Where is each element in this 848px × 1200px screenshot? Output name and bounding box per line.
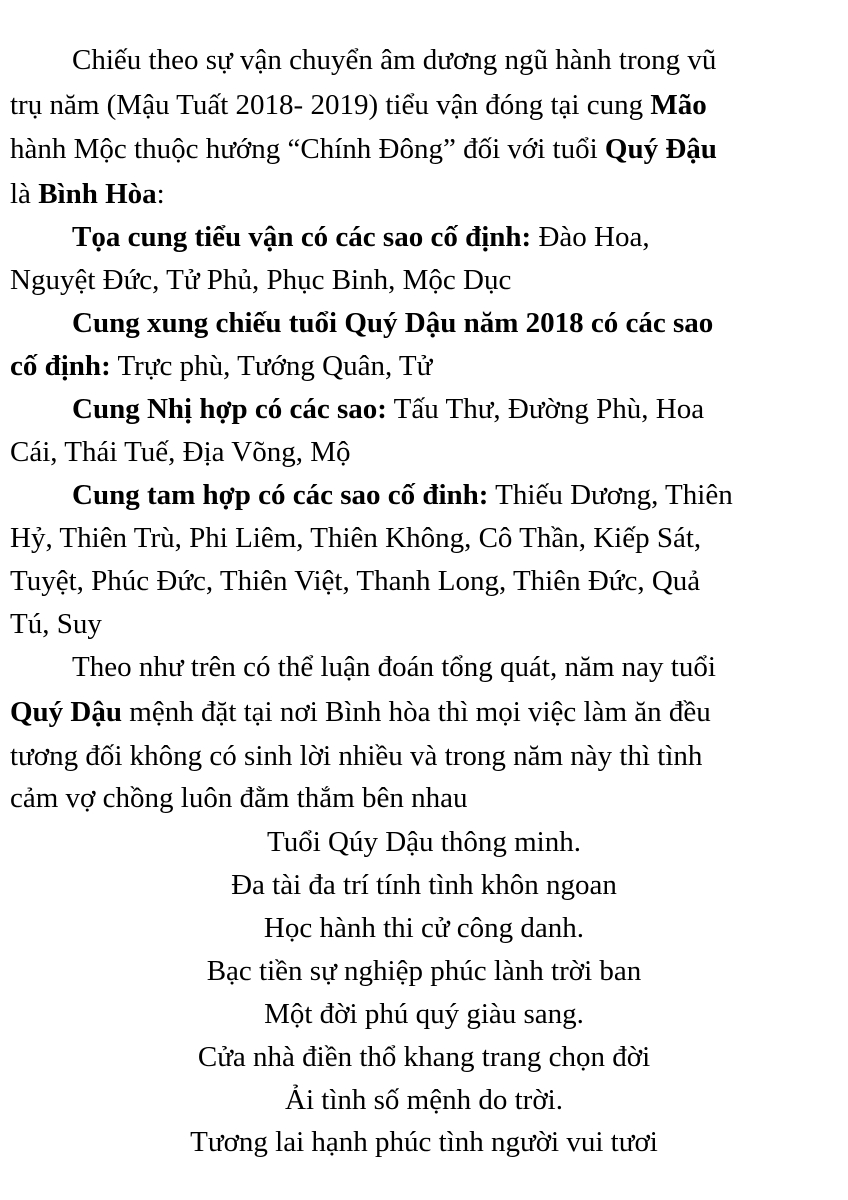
paragraph-1-line-4 xyxy=(10,176,165,212)
poem-verse-6: Cửa nhà điền thổ khang trang chọn đời xyxy=(197,1041,651,1073)
paragraph-6-line-4 xyxy=(10,780,467,816)
paragraph-3-line-1 xyxy=(72,305,713,341)
poem-verse-1: Tuổi Qúy Dậu thông minh. xyxy=(267,826,581,858)
text: Đào Hoa, xyxy=(531,221,650,253)
text: Cái, Thái Tuế, Địa Võng, Mộ xyxy=(10,436,351,468)
text: trụ năm (Mậu Tuất 2018- 2019) tiểu vận đóng tại cung xyxy=(10,89,651,121)
bold-text: Quý Dậu xyxy=(10,696,123,728)
bold-text: cố định: xyxy=(10,350,111,382)
bold-text: Mão xyxy=(650,89,707,121)
text: Tấu Thư, Đường Phù, Hoa xyxy=(386,393,705,425)
paragraph-6-line-1 xyxy=(72,649,716,685)
poem-verse-4: Bạc tiền sự nghiệp phúc lành trời ban xyxy=(206,955,642,987)
paragraph-3-line-2 xyxy=(10,348,432,384)
bold-text: Bình Hòa xyxy=(38,178,157,210)
bold-text: Quý Đậu xyxy=(604,133,717,165)
text: Chiếu theo sự vận chuyển âm dương ngũ hành trong vũ xyxy=(72,44,717,76)
poem-verse-2: Đa tài đa trí tính tình khôn ngoan xyxy=(231,869,617,901)
poem-verse-7: Ải tình số mệnh do trời. xyxy=(285,1084,563,1116)
paragraph-1-line-1 xyxy=(72,42,716,78)
paragraph-2-line-1 xyxy=(72,219,650,255)
paragraph-4-line-1 xyxy=(72,391,704,427)
paragraph-2-line-2 xyxy=(10,262,511,298)
paragraph-5-line-4 xyxy=(10,606,102,642)
paragraph-5-line-1 xyxy=(72,477,733,513)
poem-verse-3: Học hành thi cử công danh. xyxy=(263,912,585,944)
text: Nguyệt Đức, Tử Phủ, Phục Binh, Mộc Dục xyxy=(10,264,512,296)
paragraph-1-line-3 xyxy=(10,131,717,167)
bold-text: Tọa cung tiểu vận có các sao cố định: xyxy=(72,221,532,253)
paragraph-5-line-3 xyxy=(10,563,700,599)
text: Trực phù, Tướng Quân, Tử xyxy=(110,350,433,382)
bold-text: Cung Nhị hợp có các sao: xyxy=(72,393,387,425)
text: tương đối không có sinh lời nhiều và trong năm này thì tình xyxy=(10,740,703,772)
text: Tú, Suy xyxy=(10,608,102,640)
text: Theo như trên có thể luận đoán tổng quát, năm nay tuổi xyxy=(72,651,716,683)
bold-text: Cung xung chiếu tuổi Quý Dậu năm 2018 có các sao xyxy=(72,307,714,339)
bold-text: Cung tam hợp có các sao cố đinh: xyxy=(72,479,489,511)
poem-verse-8: Tương lai hạnh phúc tình người vui tươi xyxy=(190,1126,658,1158)
text: Thiếu Dương, Thiên xyxy=(488,479,733,511)
text: : xyxy=(156,178,165,210)
text: Hỷ, Thiên Trù, Phi Liêm, Thiên Không, Cô Thần, Kiếp Sát, xyxy=(10,522,702,554)
paragraph-4-line-2 xyxy=(10,434,351,470)
paragraph-6-line-3 xyxy=(10,738,702,774)
text: hành Mộc thuộc hướng “Chính Đông” đối với tuổi xyxy=(10,133,605,165)
paragraph-6-line-2 xyxy=(10,694,711,730)
text: là xyxy=(10,178,39,210)
paragraph-1-line-2 xyxy=(10,87,707,123)
text: Tuyệt, Phúc Đức, Thiên Việt, Thanh Long, Thiên Đức, Quả xyxy=(10,565,701,597)
text: cảm vợ chồng luôn đằm thắm bên nhau xyxy=(10,782,468,814)
poem-verse-5: Một đời phú quý giàu sang. xyxy=(264,998,584,1030)
paragraph-5-line-2 xyxy=(10,520,701,556)
text: mệnh đặt tại nơi Bình hòa thì mọi việc làm ăn đều xyxy=(122,696,711,728)
